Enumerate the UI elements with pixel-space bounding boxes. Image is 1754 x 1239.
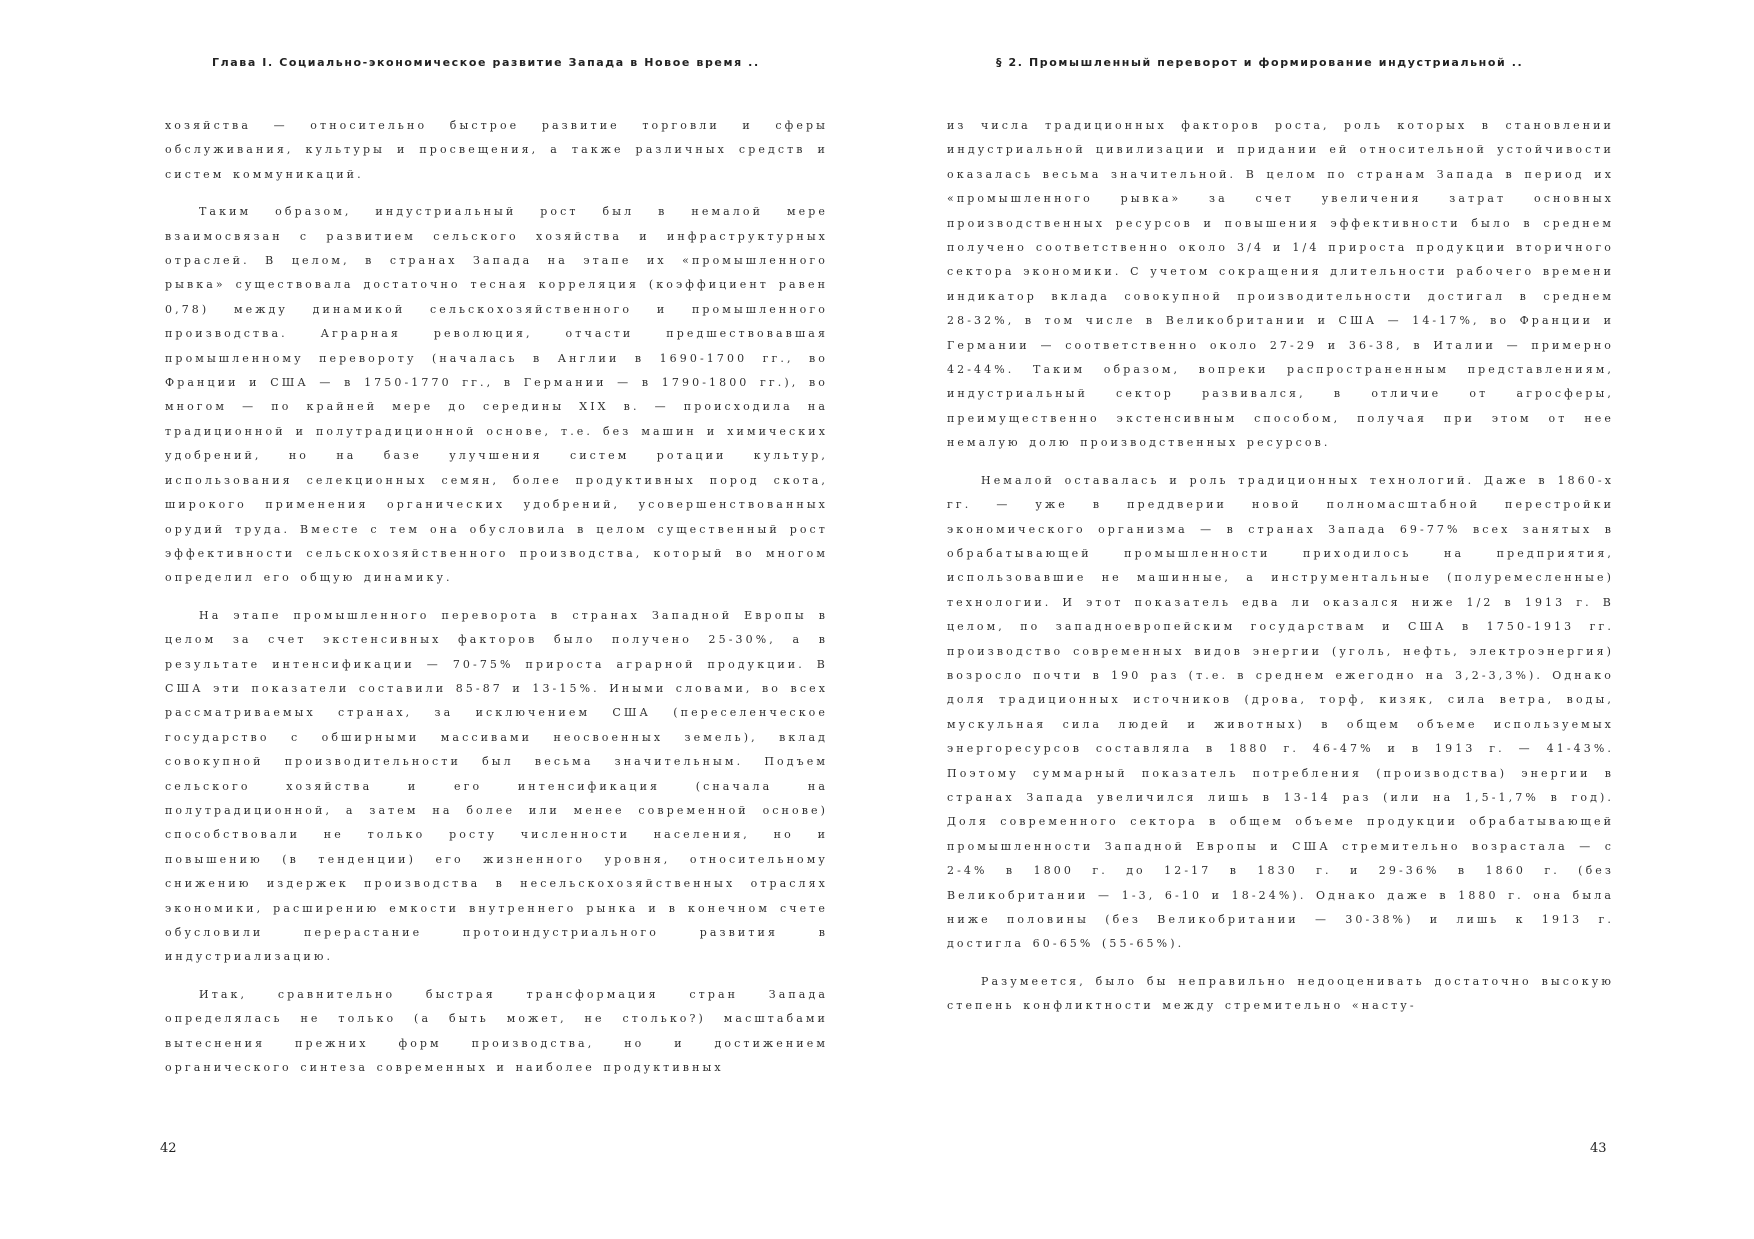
paragraph: Разумеется, было бы неправильно недооценивать достаточно высокую степень конфликтности между стремительно «насту-	[947, 974, 1614, 1013]
running-header-left: Глава I. Социально-экономическое развитие Запада в Новое время ..	[212, 56, 760, 69]
running-header-right: § 2. Промышленный переворот и формирование индустриальной ..	[996, 56, 1524, 69]
paragraph: из числа традиционных факторов роста, роль которых в становлении индустриальной цивилизации и придании ей относительной устойчивости оказалась весьма значительной. В целом по странам Запада в период их «промышленного рывка» за счет увеличения затрат основных производственных ресурсов и повышения эффективности было в среднем получено соответственно около 3/4 и 1/4 прироста продукции вторичного сектора экономики. С учетом сокращения длительности рабочего времени индикатор вклада совокупной производительности достигал в среднем 28-32%, в том числе в Великобритании и США — 14-17%, во Франции и Германии — соответственно около 27-29 и 36-38, в Италии — примерно 42-44%. Таким образом, вопреки распространенным представлениям, индустриальный сектор развивался, в отличие от агросферы, преимущественно экстенсивным способом, получая при этом от нее немалую долю производственных ресурсов.	[947, 119, 1614, 450]
paragraph: Таким образом, индустриальный рост был в немалой мере взаимосвязан с развитием сельского хозяйства и инфраструктурных отраслей. В целом, в странах Запада на этапе их «промышленного рывка» существовала достаточно тесная корреляция (коэффициент равен 0,78) между динамикой сельскохозяйственного и промышленного производства. Аграрная революция, отчасти предшествовавшая промышленному перевороту (началась в Англии в 1690-1700 гг., во Франции и США — в 1750-1770 гг., в Германии — в 1790-1800 гг.), во многом — по крайней мере до середины XIX в. — происходила на традиционной и полутрадиционной основе, т.е. без машин и химических удобрений, но на базе улучшения систем ротации культур, использования селекционных семян, более продуктивных пород скота, широкого применения органических удобрений, усовершенствованных орудий труда. Вместе с тем она обусловила в целом существенный рост эффективности сельскохозяйственного производства, который во многом определил его общую динамику.	[165, 205, 828, 585]
paragraph: Немалой оставалась и роль традиционных технологий. Даже в 1860-х гг. — уже в преддверии новой полномасштабной перестройки экономического организма — в странах Запада 69-77% всех занятых в обрабатывающей промышленности приходилось на предприятия, использовавшие не машинные, а инструментальные (полуремесленные) технологии. И этот показатель едва ли оказался ниже 1/2 в 1913 г. В целом, по западноевропейским государствам и США в 1750-1913 гг. производство современных видов энергии (уголь, нефть, электроэнергия) возросло почти в 190 раз (т.е. в среднем ежегодно на 3,2-3,3%). Однако доля традиционных источников (дрова, торф, кизяк, сила ветра, воды, мускульная сила людей и животных) в общем объеме используемых энергоресурсов составляла в 1880 г. 46-47% и в 1913 г. — 41-43%. Поэтому суммарный показатель потребления (производства) энергии в странах Запада увеличился лишь в 13-14 раз (или на 1,5-1,7% в год). Доля современного сектора в общем объеме продукции обрабатывающей промышленности Западной Европы и США стремительно возрастала — с 2-4% в 1800 г. до 12-17 в 1830 г. и 29-36% в 1860 г. (без Великобритании — 1-3, 6-10 и 18-24%). Однако даже в 1880 г. она была ниже половины (без Великобритании — 30-38%) и лишь к 1913 г. достигла 60-65% (55-65%).	[947, 473, 1614, 951]
paragraph: На этапе промышленного переворота в странах Западной Европы в целом за счет экстенсивных факторов было получено 25-30%, а в результате интенсификации — 70-75% прироста аграрной продукции. В США эти показатели составили 85-87 и 13-15%. Иными словами, во всех рассматриваемых странах, за исключением США (переселенческое государство с обширными массивами неосвоенных земель), вклад совокупной производительности был весьма значительным. Подъем сельского хозяйства и его интенсификация (сначала на полутрадиционной, а затем на более или менее современной основе) способствовали не только росту численности населения, но и повышению (в тенденции) его жизненного уровня, относительному снижению издержек производства в несельскохозяйственных отраслях экономики, расширению емкости внутреннего рынка и в конечном счете обусловили перерастание протоиндустриального развития в индустриализацию.	[165, 608, 828, 964]
page-number-left: 42	[160, 1141, 177, 1156]
page-number-right: 43	[1590, 1141, 1607, 1156]
body-text-left	[165, 114, 828, 1093]
right-page	[877, 0, 1754, 1239]
paragraph: Итак, сравнительно быстрая трансформация стран Запада определялась не только (а быть может, не столько?) масштабами вытеснения прежних форм производства, но и достижением органического синтеза современных и наиболее продуктивных	[165, 987, 828, 1075]
body-text-right	[947, 114, 1614, 1032]
paragraph: хозяйства — относительно быстрое развитие торговли и сферы обслуживания, культуры и просвещения, а также различных средств и систем коммуникаций.	[165, 119, 828, 181]
